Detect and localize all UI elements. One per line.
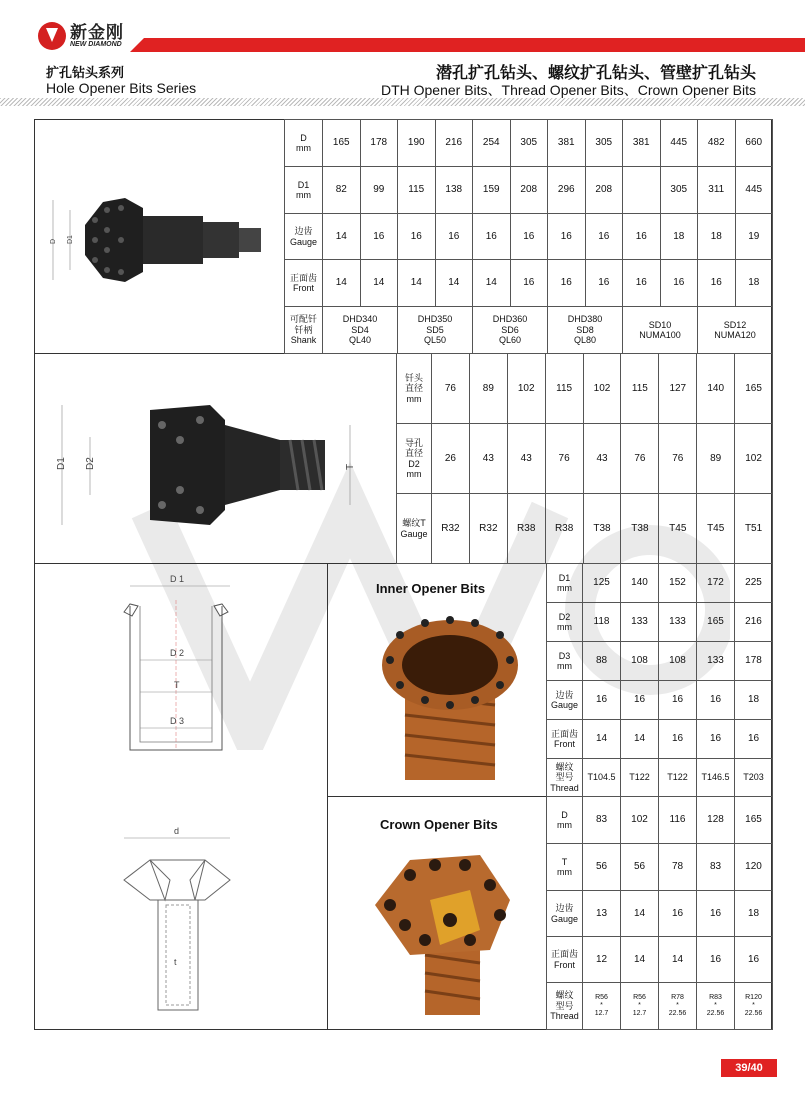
table-row (285, 260, 773, 307)
table-cell: 16 (698, 260, 736, 307)
table-cell: 128 (697, 797, 735, 844)
inner-spec-table (546, 563, 773, 797)
page-number: 39/40 (721, 1059, 777, 1077)
table-cell: 18 (735, 891, 773, 937)
table-row (547, 983, 773, 1030)
table-cell: 216 (435, 120, 473, 167)
table-cell: 660 (735, 120, 773, 167)
table-cell: 118 (583, 603, 621, 642)
product-title-en: DTH Opener Bits、Thread Opener Bits、Crown Opener Bits (380, 82, 756, 98)
table-cell: 14 (621, 937, 659, 983)
table-cell: 445 (735, 167, 773, 214)
table-cell: 14 (473, 260, 511, 307)
table-cell: 12 (583, 937, 621, 983)
table-cell: 305 (660, 167, 698, 214)
table-cell: 102 (583, 354, 621, 424)
table-cell: 216 (735, 603, 773, 642)
dth-label-d1: D1 (67, 235, 74, 244)
table-cell: 13 (583, 891, 621, 937)
table-row (547, 891, 773, 937)
table-cell: 115 (545, 354, 583, 424)
crown-opener-photo (370, 845, 520, 1020)
table-row (285, 167, 773, 214)
table-cell: 43 (469, 424, 507, 494)
table-cell: 165 (735, 797, 773, 844)
table-cell: T122 (621, 759, 659, 797)
row-label-front: 正面齿 Front (285, 260, 323, 307)
header-hatch-divider (0, 98, 805, 106)
table-cell: R38 (545, 494, 583, 564)
table-cell: 78 (659, 844, 697, 891)
table-cell: 165 (323, 120, 361, 167)
table-cell: 115 (398, 167, 436, 214)
table-cell: 16 (585, 260, 623, 307)
table-cell: 82 (323, 167, 361, 214)
table-cell: 16 (623, 214, 661, 260)
table-cell: 14 (659, 937, 697, 983)
table-cell: 190 (398, 120, 436, 167)
table-cell: 165 (735, 354, 773, 424)
table-cell: 208 (510, 167, 548, 214)
table-cell: 16 (659, 681, 697, 720)
row-label-front: 正面齿 Front (547, 937, 583, 983)
table-cell: 16 (621, 681, 659, 720)
table-cell: 208 (585, 167, 623, 214)
table-cell: 16 (510, 214, 548, 260)
table-cell: 76 (659, 424, 697, 494)
table-row (547, 681, 773, 720)
row-label-d1: D1 mm (547, 564, 583, 603)
table-cell: 102 (735, 424, 773, 494)
table-cell: 445 (660, 120, 698, 167)
row-label-thread: 螺纹T Gauge (397, 494, 432, 564)
table-row (547, 642, 773, 681)
table-cell: 116 (659, 797, 697, 844)
crown-opener-title: Crown Opener Bits (380, 817, 498, 832)
table-cell: R83 * 22.56 (697, 983, 735, 1030)
inner-opener-photo (370, 605, 530, 785)
table-cell: 115 (621, 354, 659, 424)
product-title-cn: 潜孔扩孔钻头、螺纹扩孔钻头、管壁扩孔钻头 (435, 65, 756, 82)
table-cell (623, 167, 661, 214)
table-cell: 16 (473, 214, 511, 260)
table-cell: T146.5 (697, 759, 735, 797)
table-cell: 14 (398, 260, 436, 307)
table-cell: 296 (548, 167, 586, 214)
thread-spec-table (396, 353, 773, 564)
table-cell: 14 (435, 260, 473, 307)
table-cell: 140 (621, 564, 659, 603)
row-label-gauge: 边齿 Gauge (547, 891, 583, 937)
table-cell: SD12 NUMA120 (698, 307, 773, 354)
table-cell: 89 (697, 424, 735, 494)
table-cell: 16 (548, 214, 586, 260)
table-cell: 16 (697, 891, 735, 937)
table-cell: 178 (360, 120, 398, 167)
table-cell: 152 (659, 564, 697, 603)
table-cell: 108 (621, 642, 659, 681)
table-cell: 16 (510, 260, 548, 307)
table-cell: 26 (432, 424, 470, 494)
table-cell: 18 (735, 681, 773, 720)
table-row (547, 564, 773, 603)
table-cell: 381 (548, 120, 586, 167)
inner-label-t: T (174, 680, 180, 690)
table-cell: 305 (510, 120, 548, 167)
table-cell: 16 (659, 891, 697, 937)
table-cell: R32 (469, 494, 507, 564)
table-cell: 18 (698, 214, 736, 260)
table-cell: 172 (697, 564, 735, 603)
row-label-gauge: 边齿 Gauge (547, 681, 583, 720)
table-cell: 133 (697, 642, 735, 681)
table-row (547, 844, 773, 891)
table-cell: 89 (469, 354, 507, 424)
row-label-thread: 螺纹 型号 Thread (547, 759, 583, 797)
table-cell: 482 (698, 120, 736, 167)
table-cell: DHD380 SD8 QL80 (548, 307, 623, 354)
thread-opener-drawing (50, 395, 380, 535)
table-row (547, 797, 773, 844)
row-label-d2: D2 mm (547, 603, 583, 642)
table-cell: 225 (735, 564, 773, 603)
table-cell: 16 (660, 260, 698, 307)
table-cell: 99 (360, 167, 398, 214)
table-cell: 18 (660, 214, 698, 260)
table-cell: R32 (432, 494, 470, 564)
table-row (547, 603, 773, 642)
thread-label-d2: D2 (85, 457, 96, 470)
logo-mark-icon (38, 22, 66, 50)
table-cell: R120 * 22.56 (735, 983, 773, 1030)
table-cell: 14 (583, 720, 621, 759)
table-cell: 16 (735, 720, 773, 759)
table-row (547, 759, 773, 797)
table-cell: 311 (698, 167, 736, 214)
table-row (285, 120, 773, 167)
table-cell: R56 * 12.7 (583, 983, 621, 1030)
table-cell: 83 (697, 844, 735, 891)
inner-label-d3: D 3 (170, 716, 185, 726)
table-cell: T38 (621, 494, 659, 564)
table-cell: 18 (735, 260, 773, 307)
table-cell: 108 (659, 642, 697, 681)
table-cell: 16 (659, 720, 697, 759)
table-cell: 165 (697, 603, 735, 642)
series-title-cn: 扩孔钻头系列 (46, 65, 125, 80)
series-title-en: Hole Opener Bits Series (46, 80, 197, 96)
inner-label-d2: D 2 (170, 648, 185, 658)
dth-label-d: D (50, 238, 57, 244)
row-label-t: T mm (547, 844, 583, 891)
table-cell: T122 (659, 759, 697, 797)
row-label-thread: 螺纹 型号 Thread (547, 983, 583, 1030)
table-cell: 16 (697, 720, 735, 759)
crown-spec-table (546, 796, 773, 1030)
table-cell: 16 (585, 214, 623, 260)
table-cell: SD10 NUMA100 (623, 307, 698, 354)
table-cell: 56 (621, 844, 659, 891)
table-cell: R56 * 12.7 (621, 983, 659, 1030)
table-cell: 16 (360, 214, 398, 260)
row-label-head-diameter: 钎头 直径 mm (397, 354, 432, 424)
table-cell: T45 (697, 494, 735, 564)
header-red-bar (130, 38, 805, 52)
table-cell: 43 (507, 424, 545, 494)
table-cell: 133 (659, 603, 697, 642)
company-logo (38, 22, 124, 50)
table-cell: 14 (323, 214, 361, 260)
table-cell: 305 (585, 120, 623, 167)
table-cell: 178 (735, 642, 773, 681)
row-label-shank: 可配钎 钎柄 Shank (285, 307, 323, 354)
table-row (397, 424, 773, 494)
table-cell: 16 (548, 260, 586, 307)
table-cell: 125 (583, 564, 621, 603)
table-cell: 254 (473, 120, 511, 167)
table-row (547, 937, 773, 983)
crown-label-d: d (174, 826, 180, 836)
dth-spec-table (284, 119, 773, 354)
table-cell: 14 (621, 720, 659, 759)
table-cell: 16 (623, 260, 661, 307)
table-cell: 76 (432, 354, 470, 424)
row-label-d1: D1 mm (285, 167, 323, 214)
table-cell: 88 (583, 642, 621, 681)
table-cell: 19 (735, 214, 773, 260)
table-row (397, 494, 773, 564)
logo-en: NEW DIAMOND (70, 41, 122, 48)
row-label-front: 正面齿 Front (547, 720, 583, 759)
table-cell: 102 (507, 354, 545, 424)
inner-opener-drawing (110, 570, 250, 760)
table-row (547, 720, 773, 759)
table-cell: 16 (583, 681, 621, 720)
table-cell: DHD350 SD5 QL50 (398, 307, 473, 354)
table-cell: T104.5 (583, 759, 621, 797)
table-row (285, 214, 773, 260)
table-cell: R78 * 22.56 (659, 983, 697, 1030)
table-cell: R38 (507, 494, 545, 564)
table-cell: T45 (659, 494, 697, 564)
table-cell: 14 (621, 891, 659, 937)
table-cell: 16 (697, 937, 735, 983)
table-cell: T51 (735, 494, 773, 564)
crown-label-t: t (174, 957, 177, 967)
inner-label-d1: D 1 (170, 574, 185, 584)
table-cell: 120 (735, 844, 773, 891)
table-cell: 127 (659, 354, 697, 424)
table-row (285, 307, 773, 354)
crown-opener-drawing (110, 820, 240, 1020)
table-cell: 14 (323, 260, 361, 307)
dth-opener-drawing (45, 180, 275, 290)
table-cell: 76 (545, 424, 583, 494)
table-cell: 43 (583, 424, 621, 494)
table-cell: T203 (735, 759, 773, 797)
table-cell: 102 (621, 797, 659, 844)
row-label-d3: D3 mm (547, 642, 583, 681)
row-label-d: D mm (285, 120, 323, 167)
table-cell: 16 (398, 214, 436, 260)
row-label-d: D mm (547, 797, 583, 844)
table-cell: 159 (473, 167, 511, 214)
table-cell: 56 (583, 844, 621, 891)
logo-cn: 新金刚 (70, 23, 124, 42)
table-cell: 83 (583, 797, 621, 844)
table-cell: DHD360 SD6 QL60 (473, 307, 548, 354)
table-cell: 76 (621, 424, 659, 494)
table-row (397, 354, 773, 424)
thread-label-d1: D1 (56, 457, 67, 470)
table-cell: 14 (360, 260, 398, 307)
row-label-pilot-diameter: 导孔 直径 D2 mm (397, 424, 432, 494)
row-label-gauge: 边齿 Gauge (285, 214, 323, 260)
table-cell: T38 (583, 494, 621, 564)
table-cell: 138 (435, 167, 473, 214)
thread-label-t: T (345, 463, 356, 470)
table-cell: 16 (735, 937, 773, 983)
table-cell: 16 (697, 681, 735, 720)
table-cell: 16 (435, 214, 473, 260)
table-cell: 140 (697, 354, 735, 424)
inner-opener-title: Inner Opener Bits (376, 581, 486, 596)
table-cell: DHD340 SD4 QL40 (323, 307, 398, 354)
table-cell: 381 (623, 120, 661, 167)
table-cell: 133 (621, 603, 659, 642)
